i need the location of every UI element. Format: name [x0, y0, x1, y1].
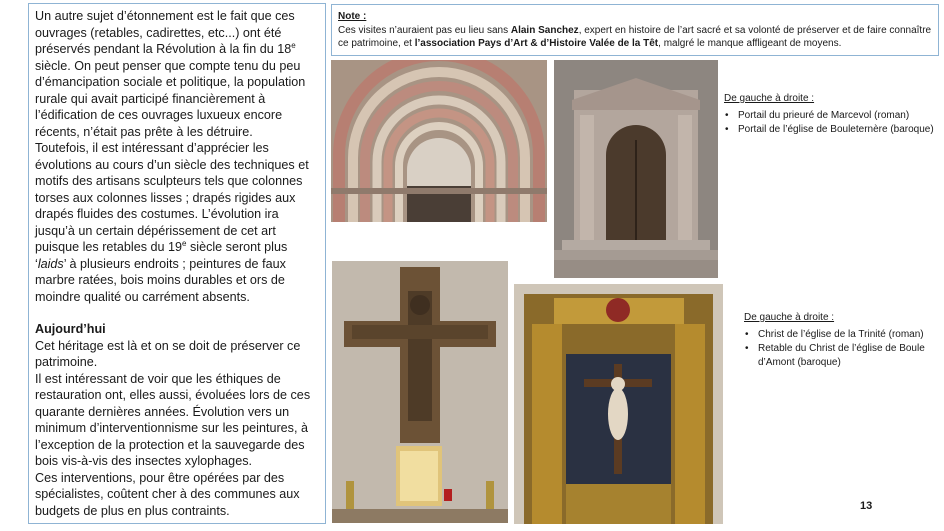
section-heading: Aujourd’hui: [35, 322, 106, 336]
paragraph-revolution: Un autre sujet d’étonnement est le fait que ces ouvrages (retables, cadirettes, etc...) ont été préservés pendant la Révolution à la fin du 18e siècle. On peut penser que compte tenu du peu d’émancipation sociale et politique, la population rurale qui avait participé financièrement à l’édification de ces ouvrages luxueux encore récents, n’était pas prête à les détruire.: [35, 9, 306, 139]
photo-bouleternere-portal: [554, 60, 718, 278]
photo-marcevol-portal: [331, 60, 547, 222]
caption-christs-item-1: • Christ de l’église de la Trinité (roman): [758, 328, 938, 342]
caption-christs-title: De gauche à droite :: [744, 312, 835, 323]
paragraph-cost: Ces interventions, pour être opérées par des spécialistes, coûtent cher à des communes aux budgets de plus en plus contraints.: [35, 470, 300, 518]
note-text: Ces visites n’auraient pas eu lieu sans Alain Sanchez, expert en histoire de l’art sacré et sa volonté de préserver et de faire connaître ce patrimoine, et l’association Pays d’Art & d’Histoire Valée de la Têt, malgré le manque affligeant de moyens.: [338, 24, 932, 49]
caption-portals-item-2: • Portail de l’église de Bouleternère (baroque): [738, 123, 938, 137]
page-number: 13: [860, 500, 873, 512]
note-title: Note :: [338, 11, 367, 22]
caption-portals: [724, 92, 938, 137]
paragraph-ethics: Il est intéressant de voir que les éthiques de restauration ont, elles aussi, évoluées lors de ces quarante dernières années. Évolution vers un minimum d’interventionnisme sur les peintures, à l’exception de la protection et la sauvegarde des bois vis-à-vis des insectes xylophages.: [35, 371, 311, 468]
photo-christ-trinite: [332, 261, 508, 523]
photo-retable-boule-amont: [514, 284, 723, 524]
caption-portals-title: De gauche à droite :: [724, 93, 815, 104]
note-box: [331, 4, 939, 56]
caption-christs: [744, 311, 938, 370]
caption-christs-item-2: • Retable du Christ de l’église de Boule d’Amont (baroque): [758, 342, 938, 370]
caption-portals-item-1: • Portail du prieuré de Marcevol (roman): [738, 109, 938, 123]
paragraph-evolution: Toutefois, il est intéressant d’apprécier les évolutions au cours d’un siècle des techniques et motifs des artisans sculpteurs tels que colonnes torses aux colonnes lisses ; drapés rigides aux drapés fluides des costumes. L’évolution ira jusqu’à un certain dépérissement de cet art puisque les retables du 19e siècle seront plus ‘laids’ à plusieurs endroits ; peintures de faux marbre ratées, bois moins durables et ors de moindre qualité ou carrément absents.: [35, 141, 309, 304]
main-text-box: [28, 3, 326, 524]
paragraph-heritage: Cet héritage est là et on se doit de préserver ce patrimoine.: [35, 338, 301, 369]
